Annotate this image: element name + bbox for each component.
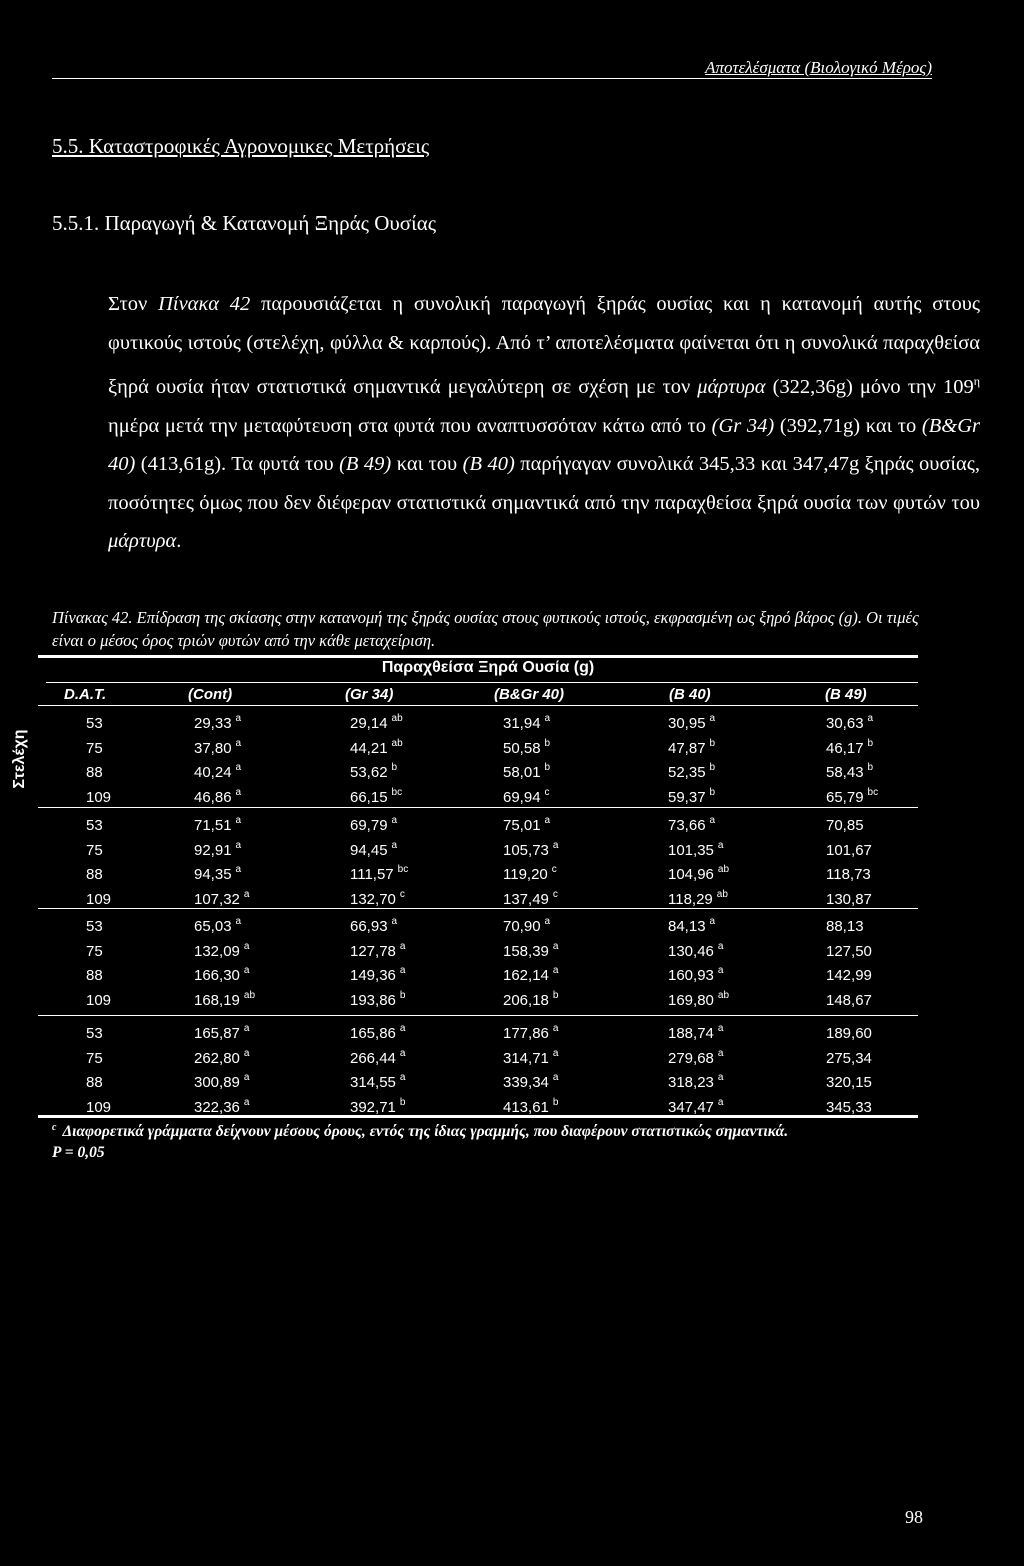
table-cell: 314,55 $^a$ [350,1072,406,1091]
table-cell: 314,71 $^a$ [503,1047,559,1067]
table-cell: 107,32 $^a$ [194,888,250,908]
table-cell: 166,30 $^a$ [194,965,250,984]
table-cell: 339,34 $^a$ [503,1072,559,1091]
table-cell: 188,74 $^a$ [668,1023,724,1042]
table-cell: 92,91 $^a$ [194,839,242,859]
table-super-header: Παραχθείσα Ξηρά Ουσία (g) [381,659,595,676]
table-cell: 94,35 $^a$ [194,864,242,883]
table-cell: 189,60 [826,1025,872,1042]
table-cell: 320,15 [826,1074,872,1091]
table-cell: 142,99 [826,967,872,984]
table-cell: 101,67 [826,841,872,859]
table-cell-dat: 88 [86,1074,103,1091]
table-cell: 66,93 $^a$ [350,916,398,935]
table-cell: 137,49 $^c$ [503,888,558,908]
table-cell: 53,62 $^b$ [350,762,398,781]
header-rule [52,78,932,79]
table-cell: 300,89 $^a$ [194,1072,250,1091]
table-cell-dat: 109 [86,1098,112,1116]
table-cell: 165,87 $^a$ [194,1023,250,1042]
table-cell: 59,37 $^b$ [668,786,716,806]
table-cell-dat: 75 [86,942,103,960]
super-header-rule [46,682,918,683]
table-cell: 130,87 [826,890,872,908]
table-cell: 130,46 $^a$ [668,940,724,960]
table-cell: 127,78 $^a$ [350,940,406,960]
table-cell: 160,93 $^a$ [668,965,724,984]
table-cell: 70,85 [826,817,864,834]
table-cell: 84,13 $^a$ [668,916,716,935]
group-separator-rule [38,1015,918,1016]
table-cell: 46,86 $^a$ [194,786,242,806]
col-header-gr34: (Gr 34) [345,686,394,703]
table-cell-dat: 75 [86,739,103,757]
footnote-p-value: P = 0,05 [52,1144,105,1161]
table-cell: 50,58 $^b$ [503,737,551,757]
table-cell: 392,71 $^b$ [350,1096,406,1116]
table-cell: 44,21 $^{ab}$ [350,737,403,757]
table-cell: 177,86 $^a$ [503,1023,559,1042]
table-caption: Πίνακας 42. Επίδραση της σκίασης στην κατανομή της ξηράς ουσίας στους φυτικούς ιστούς, εκφρασμένη ως ξηρό βάρος (g). Οι τιμές είναι ο μέσος όρος τριών φυτών από την κάθε μεταχείριση. [52,608,919,650]
table-cell: 148,67 [826,991,872,1009]
table-cell: 206,18 $^b$ [503,989,559,1009]
col-header-b49: (B 49) [825,686,867,703]
table-cell-dat: 88 [86,764,103,781]
table-cell-dat: 53 [86,715,103,732]
table-cell: 111,57 $^{bc}$ [350,864,409,883]
table-cell: 165,86 $^a$ [350,1023,406,1042]
running-header: Αποτελέσματα (Βιολογικό Μέρος) [705,58,932,77]
table-cell: 162,14 $^a$ [503,965,559,984]
table-cell: 149,36 $^a$ [350,965,406,984]
page-number: 98 [905,1507,923,1527]
table-cell: 70,90 $^a$ [503,916,551,935]
table-cell: 132,70 $^c$ [350,888,405,908]
table-cell: 46,17 $^b$ [826,737,874,757]
table-cell: 127,50 [826,942,872,960]
table-cell: 66,15 $^{bc}$ [350,786,403,806]
table-cell-dat: 75 [86,1049,103,1067]
table-cell: 118,29 $^{ab}$ [668,888,728,908]
table-top-rule [38,655,918,658]
table-cell: 65,03 $^a$ [194,916,242,935]
col-header-bgr40: (B&Gr 40) [494,686,565,703]
table-cell: 168,19 $^{ab}$ [194,989,256,1009]
body-paragraph: Στον Πίνακα 42 παρουσιάζεται η συνολική παραγωγή ξηράς ουσίας και η κατανομή αυτής στους φυτικούς ιστούς (στελέχη, φύλλα & καρπούς). Από τ’ αποτελέσματα φαίνεται ότι η συνολικά παραχθείσα ξηρά ουσία ήταν στατιστικά σημαντικά μεγαλύτερη σε σχέση με τον μάρτυρα (322,36g) μόνο την $109^\eta$ ημέρα μετά την μεταφύτευση στα φυτά που αναπτυσσόταν κάτω από το (Gr 34) (392,71g) και το (B&Gr 40) (413,61g). Τα φυτά του (B 49) και του (B 40) παρήγαγαν συνολικά 345,33 και 347,47g ξηράς ουσίας, ποσότητες όμως που δεν διέφεραν στατιστικά σημαντικά από την παραχθείσα ξηρά ουσία των φυτών του μάρτυρα. [108,293,981,553]
footnote-significance: $^c$ Διαφορετικά γράμματα δείχνουν μέσους όρους, εντός της ίδιας γραμμής, που διαφέρουν στατιστικώς σημαντικά. [52,1122,789,1140]
table-cell: 193,86 $^b$ [350,989,406,1009]
table-cell: 275,34 [826,1049,872,1067]
table-bottom-rule [38,1115,918,1118]
table-cell: 318,23 $^a$ [668,1072,724,1091]
table-cell: 37,80 $^a$ [194,737,242,757]
table-cell: 262,80 $^a$ [194,1047,250,1067]
table-cell: 71,51 $^a$ [194,815,242,834]
table-cell: 40,24 $^a$ [194,762,242,781]
table-cell: 73,66 $^a$ [668,815,716,834]
table-cell: 29,14 $^{ab}$ [350,713,403,732]
table-cell: 158,39 $^a$ [503,940,559,960]
footnote [52,1121,788,1163]
table-cell: 69,94 $^c$ [503,786,550,806]
table-cell: 105,73 $^a$ [503,839,559,859]
table-cell: 31,94 $^a$ [503,713,551,732]
table-cell: 119,20 $^c$ [503,864,557,883]
table-cell: 30,63 $^a$ [826,713,874,732]
table-cell: 279,68 $^a$ [668,1047,724,1067]
table-cell: 347,47 $^a$ [668,1096,724,1116]
group-separator-rule [38,908,918,909]
table-cell: 47,87 $^b$ [668,737,716,757]
table-cell-dat: 109 [86,890,112,908]
table-cell: 104,96 $^{ab}$ [668,864,730,883]
table-cell: 75,01 $^a$ [503,815,551,834]
table-cell: 101,35 $^a$ [668,839,724,859]
table-cell: 88,13 [826,918,864,935]
table-cell: 118,73 [826,866,871,883]
table-cell: 58,43 $^b$ [826,762,874,781]
table-cell-dat: 53 [86,1025,103,1042]
table-cell: 322,36 $^a$ [194,1096,250,1116]
col-header-b40: (B 40) [669,686,711,703]
table-cell: 266,44 $^a$ [350,1047,406,1067]
table-cell: 413,61 $^b$ [503,1096,559,1116]
table-cell: 132,09 $^a$ [194,940,250,960]
table-cell: 345,33 [826,1098,872,1116]
table-cell: 65,79 $^{bc}$ [826,786,879,806]
table-cell-dat: 88 [86,967,103,984]
table-cell: 30,95 $^a$ [668,713,716,732]
table-cell: 52,35 $^b$ [668,762,716,781]
table-cell-dat: 109 [86,991,112,1009]
col-header-dat: D.A.T. [64,686,107,703]
table-cell-dat: 75 [86,841,103,859]
table-cell: 94,45 $^a$ [350,839,398,859]
table-cell: 169,80 $^{ab}$ [668,989,730,1009]
group-label-stems: Στελέχη [11,729,28,789]
col-header-cont: (Cont) [188,686,233,703]
table-cell: 29,33 $^a$ [194,713,242,732]
table-cell-dat: 88 [86,866,103,883]
group-separator-rule [38,807,918,808]
table-cell: 69,79 $^a$ [350,815,398,834]
subsection-title: 5.5.1. Παραγωγή & Κατανομή Ξηράς Ουσίας [52,211,437,235]
table-cell-dat: 53 [86,817,103,834]
table-cell-dat: 109 [86,788,112,806]
header-bottom-rule [38,705,918,706]
section-title: 5.5. Καταστροφικές Αγρονομικες Μετρήσεις [52,134,430,158]
table-cell-dat: 53 [86,918,103,935]
table-cell: 58,01 $^b$ [503,762,551,781]
